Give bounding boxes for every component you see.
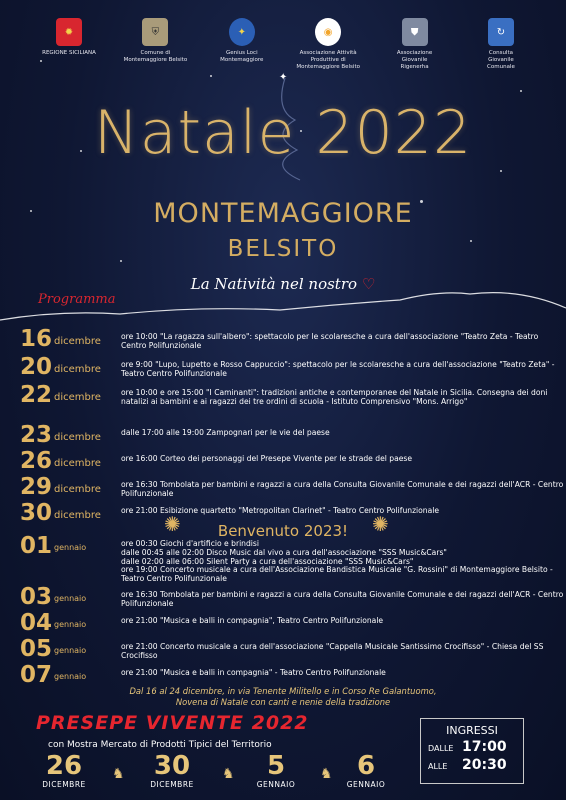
town-name: MONTEMAGGIORE	[153, 198, 413, 229]
date-month: DICEMBRE	[150, 780, 194, 789]
town-crest-icon: ⛨	[142, 18, 168, 46]
event-month: dicembre	[54, 336, 101, 347]
event-month: dicembre	[54, 484, 101, 495]
presepe-title: PRESEPE VIVENTE 2022	[36, 712, 309, 734]
entry-time: 17:00	[462, 739, 507, 755]
logo-label: Associazione Giovanile Rigenerha	[396, 50, 433, 70]
event-day: 04	[20, 610, 53, 636]
event-month: gennaio	[54, 543, 87, 552]
event-month: gennaio	[54, 672, 87, 681]
entry-label: DALLE	[428, 744, 454, 753]
logo-label: REGIONE SICILIANA	[42, 50, 96, 56]
event-text: ore 16:30 Tombolata per bambini e ragazzi a cura della Consulta Giovanile Comunale e dei ragazzi dell'ACR - Centro Polifunzionale	[121, 590, 564, 608]
logo-label: Associazione Attività Produttive di Montemaggiore Belsito	[296, 50, 360, 70]
event-month: dicembre	[54, 458, 101, 469]
event-day: 22	[20, 382, 53, 408]
logo-genius-loci	[203, 18, 281, 71]
new-year-banner: Benvenuto 2023!	[217, 522, 349, 540]
logo-label: Genius Loci Montemaggiore	[220, 50, 264, 63]
event-month: gennaio	[54, 594, 87, 603]
event-text: ore 21:00 "Musica e balli in compagnia" - Teatro Centro Polifunzionale	[121, 668, 386, 677]
youth-association-icon: ⛊	[402, 18, 428, 46]
presepe-subtitle: con Mostra Mercato di Prodotti Tipici del Territorio	[48, 740, 272, 750]
event-month: dicembre	[54, 392, 101, 403]
logo-label: Consulta Giovanile Comunale	[487, 50, 515, 70]
association-icon: ◉	[315, 18, 341, 46]
genius-loci-icon: ✦	[229, 18, 255, 46]
town-subname: BELSITO	[227, 236, 339, 262]
date-day: 26	[45, 751, 83, 781]
firework-icon: ✺	[372, 512, 389, 536]
presepe-date	[34, 752, 94, 789]
presepe-date	[338, 752, 394, 789]
event-text: ore 00:30 Giochi d'artificio e brindisi dalle 00:45 alle 02:00 Disco Music dal vivo a cura dell'associazione "SSS Music&Cars" dalle 02:00 alle 06:00 Silent Party a cura dell'associazione "SSS Music&Cars" ore 19:00 Concerto musicale a cura dell'Associazione Bandistica Musicale "G. Rossini" di Montemaggiore Belsito - Teatro Centro Polifunzionale	[121, 539, 553, 584]
event-text: ore 16:00 Corteo dei personaggi del Presepe Vivente per le strade del paese	[121, 454, 413, 463]
event-text: ore 10:00 e ore 15:00 "I Caminanti": tradizioni antiche e contemporanee del Natale in Sicilia. Consegna dei doni natalizi ai bambini e ai ragazzi dei tre ordini di scuola - Istituto Comprensivo "Mons. Arrigo"	[121, 388, 548, 406]
date-month: GENNAIO	[256, 780, 296, 789]
entry-times-box	[420, 718, 524, 784]
event-text: ore 16:30 Tombolata per bambini e ragazzi a cura della Consulta Giovanile Comunale e dei ragazzi dell'ACR - Centro Polifunzionale	[121, 480, 564, 498]
event-month: dicembre	[54, 510, 101, 521]
camel-icon: ♞	[112, 766, 125, 782]
page-title: Natale 2022	[93, 98, 473, 168]
date-day: 5	[266, 751, 286, 781]
logo-region	[30, 18, 108, 71]
event-month: dicembre	[54, 432, 101, 443]
logo-label: Comune di Montemaggiore Belsito	[123, 50, 188, 63]
event-day: 16	[20, 326, 53, 352]
svg-text:✦: ✦	[279, 72, 288, 83]
event-text: ore 9:00 "Lupo, Lupetto e Rosso Cappuccio": spettacolo per le scolaresche a cura dell'associazione "Teatro Zeta" - Teatro Centro Polifunzionale	[121, 360, 555, 378]
heart-icon: ♡	[361, 275, 376, 293]
event-day: 30	[20, 500, 53, 526]
tagline-text: La Natività nel nostro	[190, 275, 358, 293]
entry-label: ALLE	[428, 762, 448, 771]
date-month: GENNAIO	[346, 780, 386, 789]
event-day: 07	[20, 662, 53, 688]
event-month: dicembre	[54, 364, 101, 375]
presepe-date	[140, 752, 204, 789]
entry-time: 20:30	[462, 757, 507, 773]
event-month: gennaio	[54, 620, 87, 629]
novena-note: Dal 16 al 24 dicembre, in via Tenente Militello e in Corso Re Galantuomo, Novena di Natale con canti e nenie della tradizione	[129, 686, 437, 707]
event-month: gennaio	[54, 646, 87, 655]
event-day: 29	[20, 474, 53, 500]
event-text: dalle 17:00 alle 19:00 Zampognari per le vie del paese	[121, 428, 330, 437]
event-text: ore 21:00 "Musica e balli in compagnia", Teatro Centro Polifunzionale	[121, 616, 384, 625]
logo-youth-council	[462, 18, 540, 71]
event-day: 20	[20, 354, 53, 380]
date-day: 30	[153, 751, 191, 781]
sponsor-logos	[30, 18, 540, 71]
mountain-outline	[0, 280, 566, 340]
event-day: 23	[20, 422, 53, 448]
logo-youth-association	[376, 18, 454, 71]
youth-council-icon: ↻	[488, 18, 514, 46]
event-day: 03	[20, 584, 53, 610]
logo-association	[289, 18, 367, 71]
firework-icon: ✺	[164, 512, 181, 536]
presepe-date	[248, 752, 304, 789]
entry-row	[421, 757, 523, 773]
event-day: 26	[20, 448, 53, 474]
event-day: 01	[20, 533, 53, 559]
date-month: DICEMBRE	[42, 780, 86, 789]
event-text: ore 10:00 "La ragazza sull'albero": spettacolo per le scolaresche a cura dell'associazione "Teatro Zeta - Teatro Centro Polifunzionale	[121, 332, 539, 350]
date-day: 6	[356, 751, 376, 781]
entry-title: INGRESSI	[446, 724, 498, 737]
entry-row	[421, 739, 523, 755]
program-label: Programma	[38, 292, 116, 307]
camel-icon: ♞	[222, 766, 235, 782]
logo-town	[116, 18, 194, 71]
region-crest-icon: ✹	[56, 18, 82, 46]
camel-icon: ♞	[320, 766, 333, 782]
event-day: 05	[20, 636, 53, 662]
event-text: ore 21:00 Concerto musicale a cura dell'associazione "Cappella Musicale Santissimo Crocifisso" - Chiesa del SS Crocifisso	[121, 642, 544, 660]
event-text: ore 21:00 Esibizione quartetto "Metropolitan Clarinet" - Teatro Centro Polifunzionale	[121, 506, 440, 515]
